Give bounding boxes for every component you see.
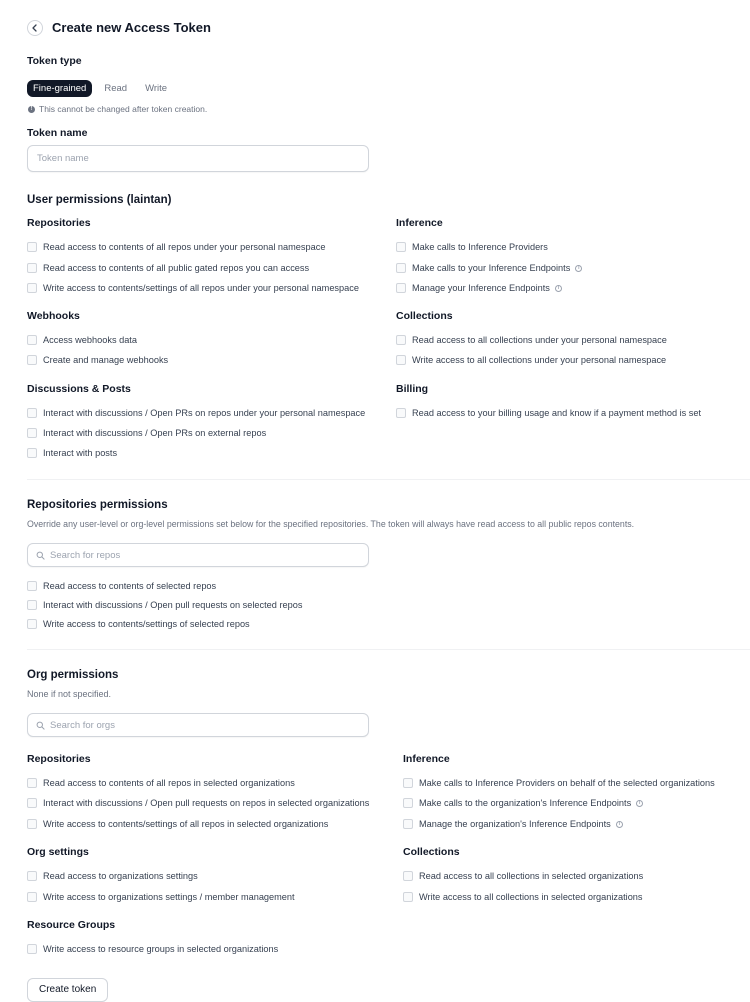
info-icon[interactable]: i	[555, 285, 562, 292]
repo-permissions-title: Repositories permissions	[27, 499, 168, 511]
checkbox[interactable]	[27, 944, 37, 954]
checkbox[interactable]	[396, 263, 406, 273]
token-name-label: Token name	[27, 127, 88, 139]
repo-search-input[interactable]	[50, 550, 350, 561]
checkbox[interactable]	[27, 778, 37, 788]
token-type-selector	[27, 80, 179, 97]
org-resource-groups-title: Resource Groups	[27, 919, 116, 931]
search-icon	[36, 721, 45, 730]
section-divider	[27, 479, 750, 480]
user-inference-endpoints-checkbox[interactable]: Make calls to your Inference Endpoints i	[396, 262, 582, 274]
user-collections-write-checkbox[interactable]: Write access to all collections under your personal namespace	[396, 354, 666, 366]
user-billing-title: Billing	[396, 383, 429, 395]
org-collections-write-checkbox[interactable]: Write access to all collections in selected organizations	[403, 891, 643, 903]
repo-search[interactable]	[27, 543, 369, 567]
checkbox[interactable]	[403, 778, 413, 788]
token-name-input[interactable]	[27, 145, 369, 172]
checkbox[interactable]	[396, 408, 406, 418]
token-type-fine-grained[interactable]: Fine-grained	[27, 80, 92, 97]
org-settings-title: Org settings	[27, 846, 89, 858]
checkbox[interactable]	[27, 871, 37, 881]
checkbox[interactable]	[396, 335, 406, 345]
org-search-input[interactable]	[50, 720, 350, 731]
token-type-read[interactable]: Read	[104, 83, 128, 94]
user-billing-read-checkbox[interactable]: Read access to your billing usage and know if a payment method is set	[396, 407, 701, 419]
token-type-label: Token type	[27, 55, 82, 67]
org-permissions-subtitle: None if not specified.	[27, 689, 112, 699]
user-webhooks-access-checkbox[interactable]: Access webhooks data	[27, 334, 137, 346]
org-collections-title: Collections	[403, 846, 460, 858]
org-inference-title: Inference	[403, 753, 450, 765]
checkbox[interactable]	[27, 798, 37, 808]
org-inference-manage-checkbox[interactable]: Manage the organization's Inference Endpoints i	[403, 818, 623, 830]
checkbox[interactable]	[403, 892, 413, 902]
checkbox[interactable]	[27, 600, 37, 610]
user-repositories-title: Repositories	[27, 217, 91, 229]
section-divider	[27, 649, 750, 650]
checkbox[interactable]	[27, 448, 37, 458]
org-search[interactable]	[27, 713, 369, 737]
checkbox[interactable]	[27, 283, 37, 293]
token-type-note-text: This cannot be changed after token creation.	[39, 104, 208, 114]
user-webhooks-manage-checkbox[interactable]: Create and manage webhooks	[27, 354, 168, 366]
user-discussions-own-checkbox[interactable]: Interact with discussions / Open PRs on repos under your personal namespace	[27, 407, 365, 419]
info-icon[interactable]: i	[575, 265, 582, 272]
info-icon: !	[28, 106, 35, 113]
user-inference-providers-checkbox[interactable]: Make calls to Inference Providers	[396, 241, 548, 253]
repo-read-checkbox[interactable]: Read access to contents of selected repos	[27, 580, 216, 592]
checkbox[interactable]	[27, 428, 37, 438]
org-settings-read-checkbox[interactable]: Read access to organizations settings	[27, 870, 198, 882]
user-posts-checkbox[interactable]: Interact with posts	[27, 447, 117, 459]
checkbox[interactable]	[27, 581, 37, 591]
checkbox[interactable]	[396, 283, 406, 293]
info-icon[interactable]: i	[616, 821, 623, 828]
repo-permissions-description: Override any user-level or org-level permissions set below for the specified repositories. The token will always have read access to all public repos contents.	[27, 519, 635, 529]
user-collections-read-checkbox[interactable]: Read access to all collections under your personal namespace	[396, 334, 667, 346]
create-token-button[interactable]: Create token	[27, 978, 108, 1002]
checkbox[interactable]	[403, 798, 413, 808]
org-resource-groups-write-checkbox[interactable]: Write access to resource groups in selected organizations	[27, 943, 278, 955]
user-repo-read-checkbox[interactable]: Read access to contents of all repos under your personal namespace	[27, 241, 325, 253]
user-discussions-external-checkbox[interactable]: Interact with discussions / Open PRs on external repos	[27, 427, 266, 439]
user-collections-title: Collections	[396, 310, 453, 322]
user-inference-title: Inference	[396, 217, 443, 229]
user-repo-gated-checkbox[interactable]: Read access to contents of all public gated repos you can access	[27, 262, 309, 274]
org-repo-read-checkbox[interactable]: Read access to contents of all repos in selected organizations	[27, 777, 295, 789]
checkbox[interactable]	[27, 242, 37, 252]
repo-discussions-checkbox[interactable]: Interact with discussions / Open pull requests on selected repos	[27, 599, 302, 611]
checkbox[interactable]	[403, 819, 413, 829]
org-settings-write-checkbox[interactable]: Write access to organizations settings / member management	[27, 891, 295, 903]
search-icon	[36, 551, 45, 560]
checkbox[interactable]	[27, 619, 37, 629]
org-repositories-title: Repositories	[27, 753, 91, 765]
back-button[interactable]	[27, 20, 43, 36]
org-collections-read-checkbox[interactable]: Read access to all collections in selected organizations	[403, 870, 643, 882]
checkbox[interactable]	[27, 892, 37, 902]
org-inference-providers-checkbox[interactable]: Make calls to Inference Providers on behalf of the selected organizations	[403, 777, 715, 789]
user-inference-manage-checkbox[interactable]: Manage your Inference Endpoints i	[396, 282, 562, 294]
org-repo-discussions-checkbox[interactable]: Interact with discussions / Open pull requests on repos in selected organizations	[27, 797, 369, 809]
repo-write-checkbox[interactable]: Write access to contents/settings of selected repos	[27, 618, 250, 630]
page-title: Create new Access Token	[52, 20, 211, 35]
checkbox[interactable]	[27, 355, 37, 365]
org-permissions-title: Org permissions	[27, 669, 119, 681]
user-repo-write-checkbox[interactable]: Write access to contents/settings of all repos under your personal namespace	[27, 282, 359, 294]
checkbox[interactable]	[27, 263, 37, 273]
org-inference-endpoints-checkbox[interactable]: Make calls to the organization's Inference Endpoints i	[403, 797, 643, 809]
checkbox[interactable]	[403, 871, 413, 881]
info-icon[interactable]: i	[636, 800, 643, 807]
user-permissions-title: User permissions (laintan)	[27, 194, 172, 206]
checkbox[interactable]	[27, 408, 37, 418]
checkbox[interactable]	[27, 335, 37, 345]
org-repo-write-checkbox[interactable]: Write access to contents/settings of all repos in selected organizations	[27, 818, 328, 830]
user-webhooks-title: Webhooks	[27, 310, 80, 322]
token-type-note	[28, 104, 207, 114]
checkbox[interactable]	[27, 819, 37, 829]
chevron-left-icon	[31, 24, 39, 32]
token-type-write[interactable]: Write	[145, 83, 168, 94]
checkbox[interactable]	[396, 242, 406, 252]
checkbox[interactable]	[396, 355, 406, 365]
user-discussions-title: Discussions & Posts	[27, 383, 131, 395]
